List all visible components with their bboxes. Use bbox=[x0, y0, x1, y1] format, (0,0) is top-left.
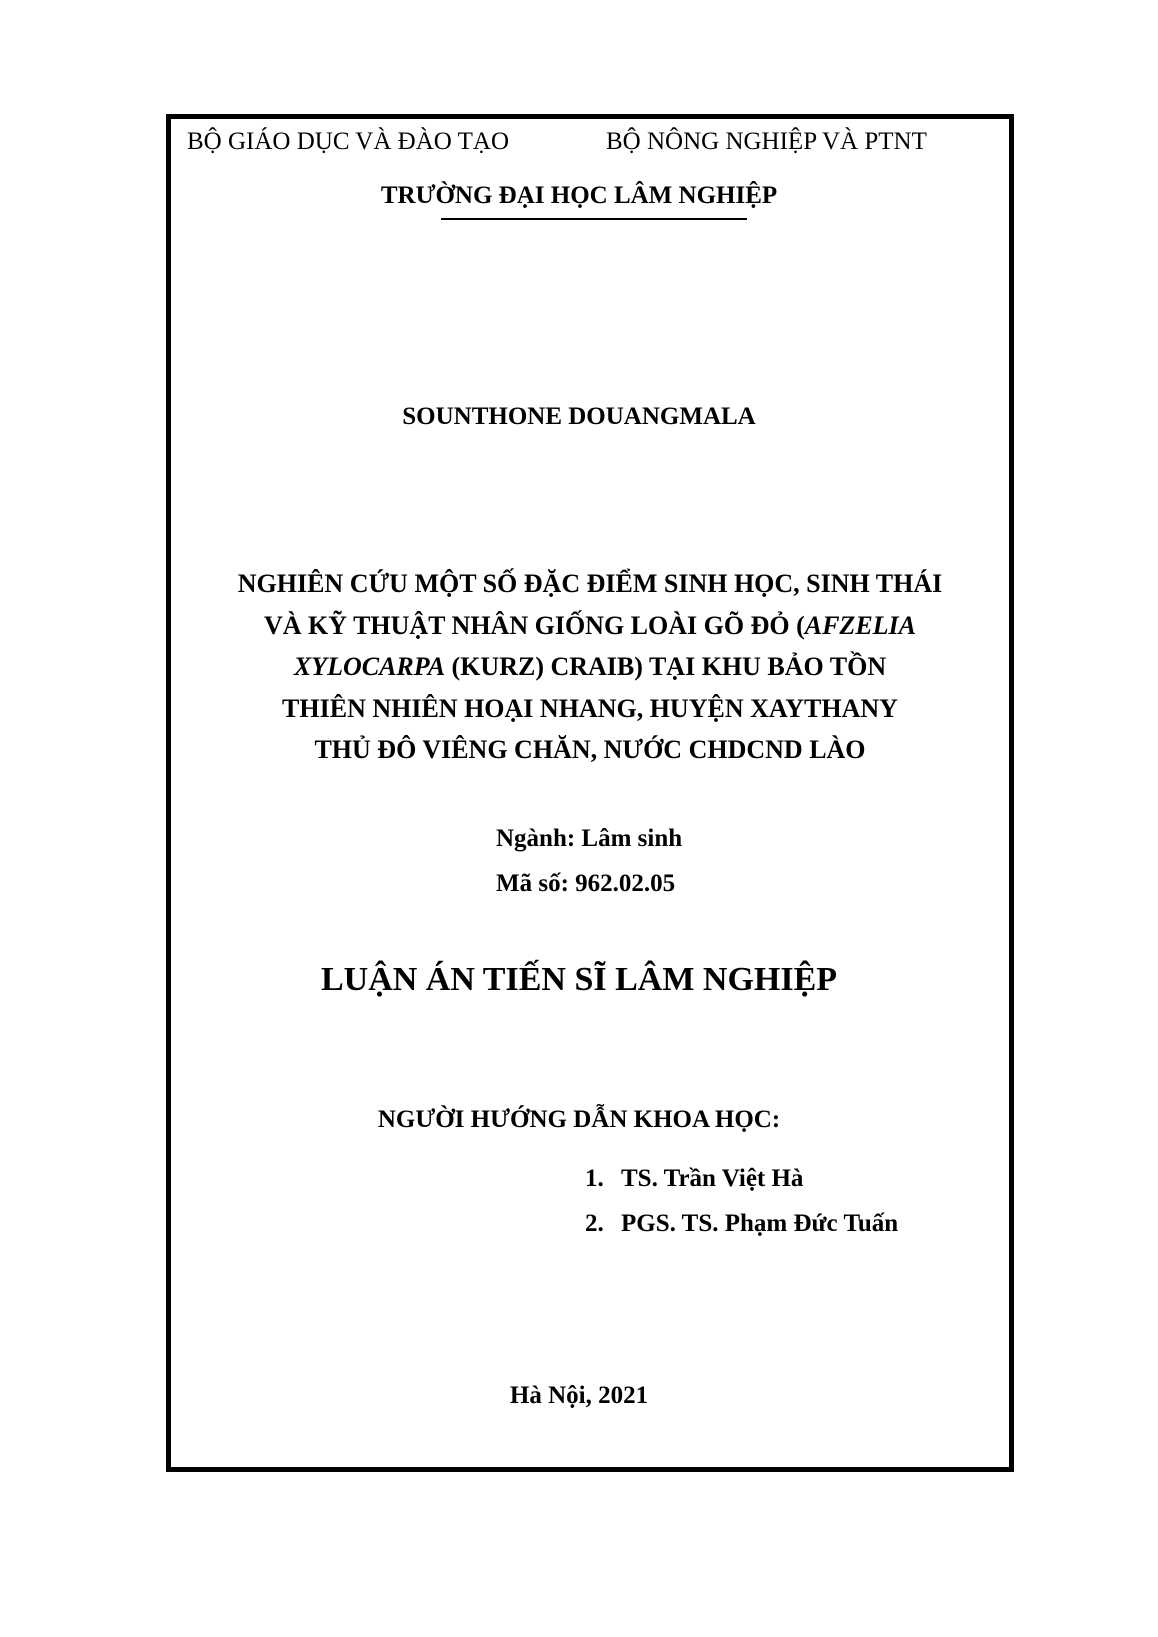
species-epithet: XYLOCARPA bbox=[293, 652, 446, 681]
supervisor-number: 2. bbox=[585, 1210, 604, 1237]
thesis-title-line-3-text: (KURZ) CRAIB) TẠI KHU BẢO TỒN bbox=[445, 652, 887, 681]
major-code: Mã số: 962.02.05 bbox=[496, 870, 676, 897]
thesis-title-line-5: THỦ ĐÔ VIÊNG CHĂN, NƯỚC CHDCND LÀO bbox=[314, 735, 866, 764]
author-name: SOUNTHONE DOUANGMALA bbox=[402, 403, 756, 430]
thesis-title-line-3 bbox=[166, 646, 1014, 688]
degree-title: LUẬN ÁN TIẾN SĨ LÂM NGHIỆP bbox=[320, 961, 838, 998]
major-field: Ngành: Lâm sinh bbox=[496, 825, 683, 852]
supervisor-item bbox=[585, 1165, 898, 1210]
species-genus: AFZELIA bbox=[804, 610, 916, 640]
ministry-of-agriculture: BỘ NÔNG NGHIỆP VÀ PTNT bbox=[606, 128, 927, 155]
supervisor-name: TS. Trần Việt Hà bbox=[621, 1165, 804, 1192]
thesis-title-line-2 bbox=[166, 605, 1014, 647]
university-underline bbox=[441, 218, 747, 220]
supervisors-heading: NGƯỜI HƯỚNG DẪN KHOA HỌC: bbox=[377, 1106, 781, 1133]
supervisor-name: PGS. TS. Phạm Đức Tuấn bbox=[621, 1210, 899, 1237]
ministry-of-education: BỘ GIÁO DỤC VÀ ĐÀO TẠO bbox=[187, 128, 509, 155]
thesis-title bbox=[166, 563, 1014, 771]
supervisor-number: 1. bbox=[585, 1165, 604, 1192]
page-border bbox=[166, 114, 1014, 1472]
place-and-year: Hà Nội, 2021 bbox=[509, 1382, 649, 1409]
supervisors-list bbox=[585, 1165, 898, 1255]
thesis-title-line-1: NGHIÊN CỨU MỘT SỐ ĐẶC ĐIỂM SINH HỌC, SINH THÁI bbox=[237, 569, 943, 598]
university-name: TRƯỜNG ĐẠI HỌC LÂM NGHIỆP bbox=[380, 182, 778, 209]
thesis-title-line-4: THIÊN NHIÊN HOẠI NHANG, HUYỆN XAYTHANY bbox=[282, 693, 898, 723]
supervisor-item bbox=[585, 1210, 898, 1255]
thesis-title-line-2-text: VÀ KỸ THUẬT NHÂN GIỐNG LOÀI GÕ ĐỎ ( bbox=[263, 610, 805, 640]
